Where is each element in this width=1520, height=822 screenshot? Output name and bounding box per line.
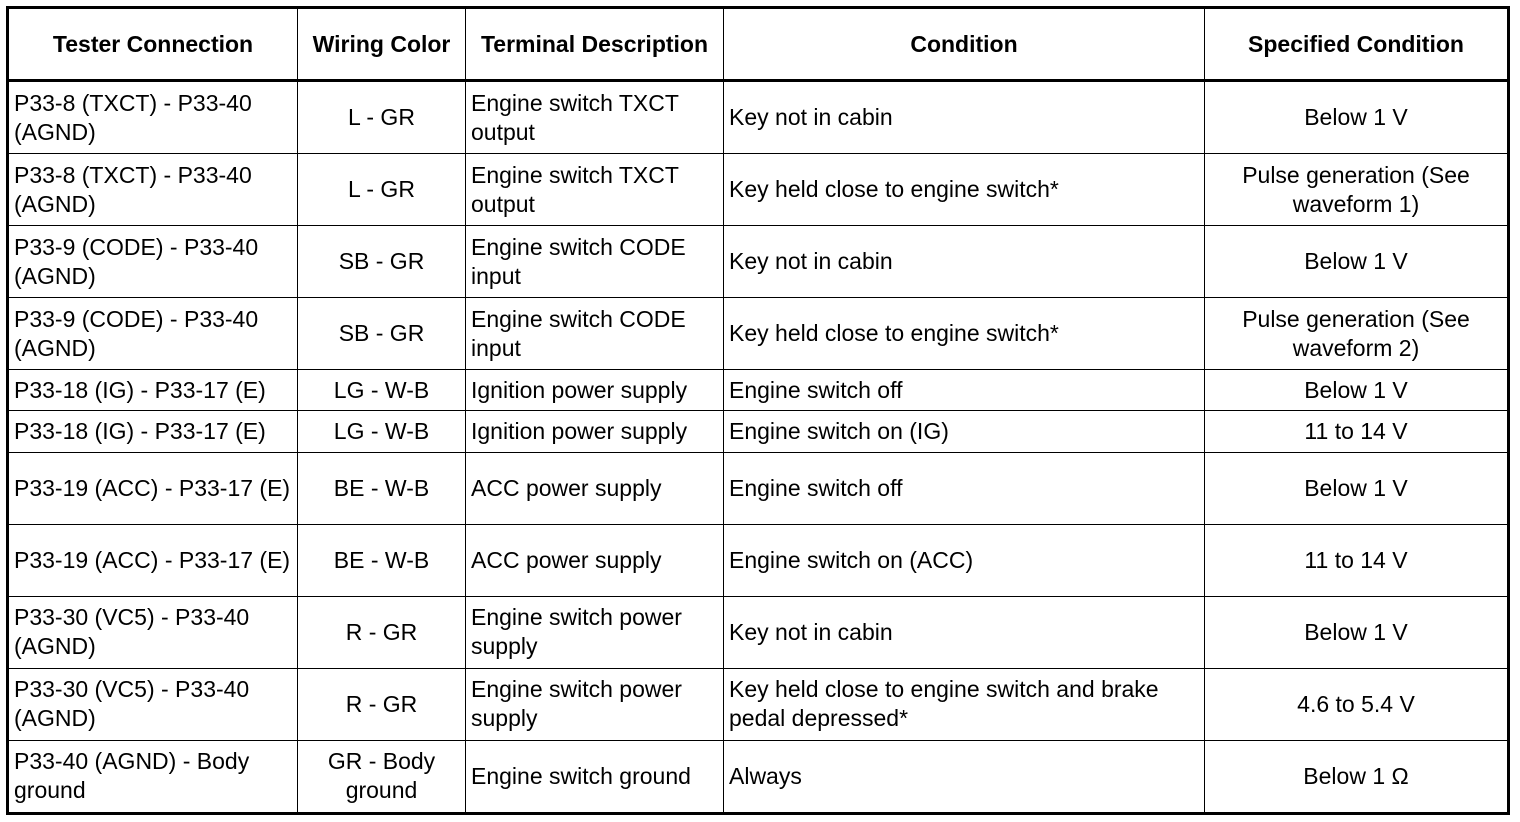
- terminal-check-table: [6, 6, 1510, 815]
- condition-cell: Key held close to engine switch*: [724, 298, 1205, 370]
- header-condition: Condition: [724, 8, 1205, 81]
- specified-condition-cell: Pulse generation (See waveform 2): [1205, 298, 1509, 370]
- specified-condition-cell: Below 1 Ω: [1205, 740, 1509, 813]
- specified-condition-cell: Below 1 V: [1205, 452, 1509, 524]
- wiring-color-cell: LG - W-B: [298, 370, 466, 411]
- table-row: [8, 740, 1509, 813]
- terminal-description-cell: Engine switch power supply: [466, 596, 724, 668]
- wiring-color-cell: R - GR: [298, 668, 466, 740]
- table-row: [8, 411, 1509, 452]
- tester-connection-cell: P33-9 (CODE) - P33-40 (AGND): [8, 226, 298, 298]
- tester-connection-cell: P33-30 (VC5) - P33-40 (AGND): [8, 668, 298, 740]
- tester-connection-cell: P33-9 (CODE) - P33-40 (AGND): [8, 298, 298, 370]
- terminal-description-cell: Ignition power supply: [466, 411, 724, 452]
- header-specified-condition: Specified Condition: [1205, 8, 1509, 81]
- condition-cell: Always: [724, 740, 1205, 813]
- wiring-color-cell: SB - GR: [298, 298, 466, 370]
- wiring-color-cell: L - GR: [298, 81, 466, 154]
- wiring-color-cell: SB - GR: [298, 226, 466, 298]
- terminal-description-cell: Engine switch CODE input: [466, 298, 724, 370]
- condition-cell: Key held close to engine switch*: [724, 154, 1205, 226]
- tester-connection-cell: P33-8 (TXCT) - P33-40 (AGND): [8, 81, 298, 154]
- tester-connection-cell: P33-18 (IG) - P33-17 (E): [8, 370, 298, 411]
- terminal-description-cell: Engine switch TXCT output: [466, 154, 724, 226]
- table-row: [8, 452, 1509, 524]
- specified-condition-cell: Below 1 V: [1205, 81, 1509, 154]
- tester-connection-cell: P33-40 (AGND) - Body ground: [8, 740, 298, 813]
- terminal-description-cell: Engine switch TXCT output: [466, 81, 724, 154]
- condition-cell: Key not in cabin: [724, 596, 1205, 668]
- terminal-description-cell: ACC power supply: [466, 452, 724, 524]
- table-row: [8, 226, 1509, 298]
- tester-connection-cell: P33-8 (TXCT) - P33-40 (AGND): [8, 154, 298, 226]
- condition-cell: Engine switch on (ACC): [724, 524, 1205, 596]
- terminal-description-cell: ACC power supply: [466, 524, 724, 596]
- specified-condition-cell: Below 1 V: [1205, 370, 1509, 411]
- table-row: [8, 596, 1509, 668]
- condition-cell: Engine switch on (IG): [724, 411, 1205, 452]
- wiring-color-cell: BE - W-B: [298, 524, 466, 596]
- condition-cell: Engine switch off: [724, 370, 1205, 411]
- table-row: [8, 524, 1509, 596]
- specified-condition-cell: 11 to 14 V: [1205, 524, 1509, 596]
- specified-condition-cell: Below 1 V: [1205, 226, 1509, 298]
- condition-cell: Key not in cabin: [724, 81, 1205, 154]
- header-row: [8, 8, 1509, 81]
- tester-connection-cell: P33-19 (ACC) - P33-17 (E): [8, 452, 298, 524]
- specified-condition-cell: 4.6 to 5.4 V: [1205, 668, 1509, 740]
- wiring-color-cell: L - GR: [298, 154, 466, 226]
- specified-condition-cell: Pulse generation (See waveform 1): [1205, 154, 1509, 226]
- table-row: [8, 154, 1509, 226]
- wiring-color-cell: GR - Body ground: [298, 740, 466, 813]
- condition-cell: Key not in cabin: [724, 226, 1205, 298]
- condition-cell: Engine switch off: [724, 452, 1205, 524]
- header-tester-connection: Tester Connection: [8, 8, 298, 81]
- header-wiring-color: Wiring Color: [298, 8, 466, 81]
- tester-connection-cell: P33-18 (IG) - P33-17 (E): [8, 411, 298, 452]
- table-row: [8, 81, 1509, 154]
- wiring-color-cell: LG - W-B: [298, 411, 466, 452]
- wiring-color-cell: BE - W-B: [298, 452, 466, 524]
- table-row: [8, 298, 1509, 370]
- terminal-description-cell: Ignition power supply: [466, 370, 724, 411]
- terminal-description-cell: Engine switch power supply: [466, 668, 724, 740]
- wiring-color-cell: R - GR: [298, 596, 466, 668]
- table-row: [8, 668, 1509, 740]
- table-row: [8, 370, 1509, 411]
- terminal-description-cell: Engine switch CODE input: [466, 226, 724, 298]
- condition-cell: Key held close to engine switch and brake pedal depressed*: [724, 668, 1205, 740]
- tester-connection-cell: P33-19 (ACC) - P33-17 (E): [8, 524, 298, 596]
- terminal-description-cell: Engine switch ground: [466, 740, 724, 813]
- specified-condition-cell: Below 1 V: [1205, 596, 1509, 668]
- tester-connection-cell: P33-30 (VC5) - P33-40 (AGND): [8, 596, 298, 668]
- header-terminal-description: Terminal Description: [466, 8, 724, 81]
- specified-condition-cell: 11 to 14 V: [1205, 411, 1509, 452]
